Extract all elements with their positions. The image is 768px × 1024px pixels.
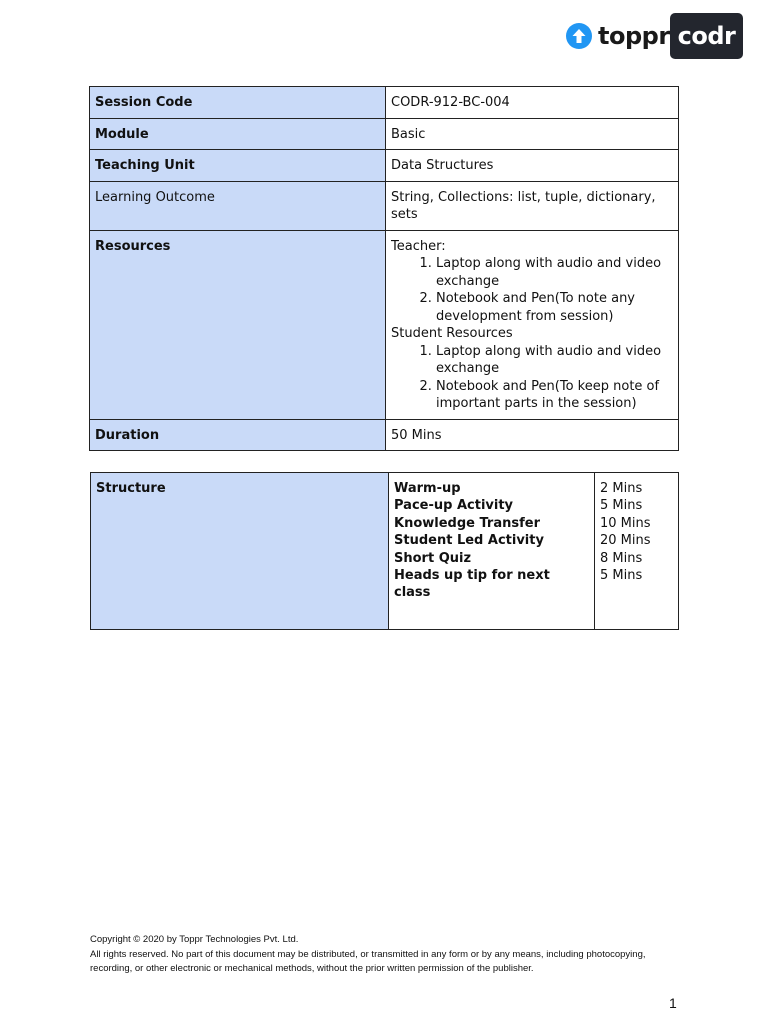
- rights-text: All rights reserved. No part of this document may be distributed, or transmitted in any form or by any means, including photocopying, recording, or other electronic or mechanical methods, without the prior written permission of the publisher.: [90, 948, 646, 974]
- module-value: Basic: [386, 118, 679, 150]
- list-item: 1. Laptop along with audio and video exchange: [436, 343, 673, 378]
- activity-name: Knowledge Transfer: [394, 515, 540, 531]
- table-row: [90, 230, 679, 419]
- session-info-table: [89, 86, 679, 451]
- activity-name: Pace-up Activity: [394, 498, 514, 514]
- activity-name: Warm-up: [394, 481, 461, 496]
- activity-times: [595, 473, 679, 630]
- toppr-wordmark: toppr: [598, 22, 670, 50]
- resources-value: [386, 230, 679, 419]
- activity-time: 20 Mins: [600, 533, 651, 549]
- list-item: 1. Laptop along with audio and video exchange: [436, 255, 673, 290]
- duration-label: Duration: [90, 419, 386, 451]
- table-row: [90, 87, 679, 119]
- teacher-label: Teacher:: [391, 238, 446, 254]
- structure-table: [90, 472, 679, 630]
- table-row: [90, 419, 679, 451]
- copyright-line: Copyright © 2020 by Toppr Technologies Pvt. Ltd.: [90, 934, 299, 945]
- list-item: 2. Notebook and Pen(To keep note of important parts in the session): [436, 378, 673, 413]
- duration-value: 50 Mins: [386, 419, 679, 451]
- codr-logo: [670, 13, 743, 59]
- teacher-resources-list: [391, 255, 673, 325]
- table-row: [91, 473, 679, 630]
- table-row: [90, 150, 679, 182]
- activity-name: Student Led Activity: [394, 533, 544, 549]
- list-item: 2. Notebook and Pen(To note any development from session): [436, 290, 673, 325]
- activity-time: 8 Mins: [600, 550, 643, 566]
- activity-time: 10 Mins: [600, 515, 651, 531]
- toppr-logo: [566, 19, 670, 53]
- page-number: 1: [669, 995, 677, 1011]
- brand-logos: [566, 13, 744, 59]
- activity-name: Short Quiz: [394, 550, 472, 566]
- arrow-up-icon: [566, 23, 592, 49]
- activity-names: [389, 473, 595, 630]
- table-row: [90, 181, 679, 230]
- activity-time: 2 Mins: [600, 481, 643, 496]
- activity-name: Heads up tip for next class: [394, 567, 550, 601]
- teaching-unit-label: Teaching Unit: [90, 150, 386, 182]
- student-resources-label: Student Resources: [391, 326, 513, 341]
- learning-outcome-label: Learning Outcome: [90, 181, 386, 230]
- session-code-label: Session Code: [90, 87, 386, 119]
- table-row: [90, 118, 679, 150]
- student-resources-list: [391, 343, 673, 413]
- copyright-footer: [90, 933, 690, 977]
- resources-label: Resources: [90, 230, 386, 419]
- activity-time: 5 Mins: [600, 498, 643, 514]
- module-label: Module: [90, 118, 386, 150]
- codr-wordmark: codr: [677, 22, 736, 50]
- teaching-unit-value: Data Structures: [386, 150, 679, 182]
- structure-label: Structure: [91, 473, 389, 630]
- learning-outcome-value: String, Collections: list, tuple, dictionary, sets: [386, 181, 679, 230]
- session-code-value: CODR-912-BC-004: [386, 87, 679, 119]
- activity-time: 5 Mins: [600, 567, 643, 583]
